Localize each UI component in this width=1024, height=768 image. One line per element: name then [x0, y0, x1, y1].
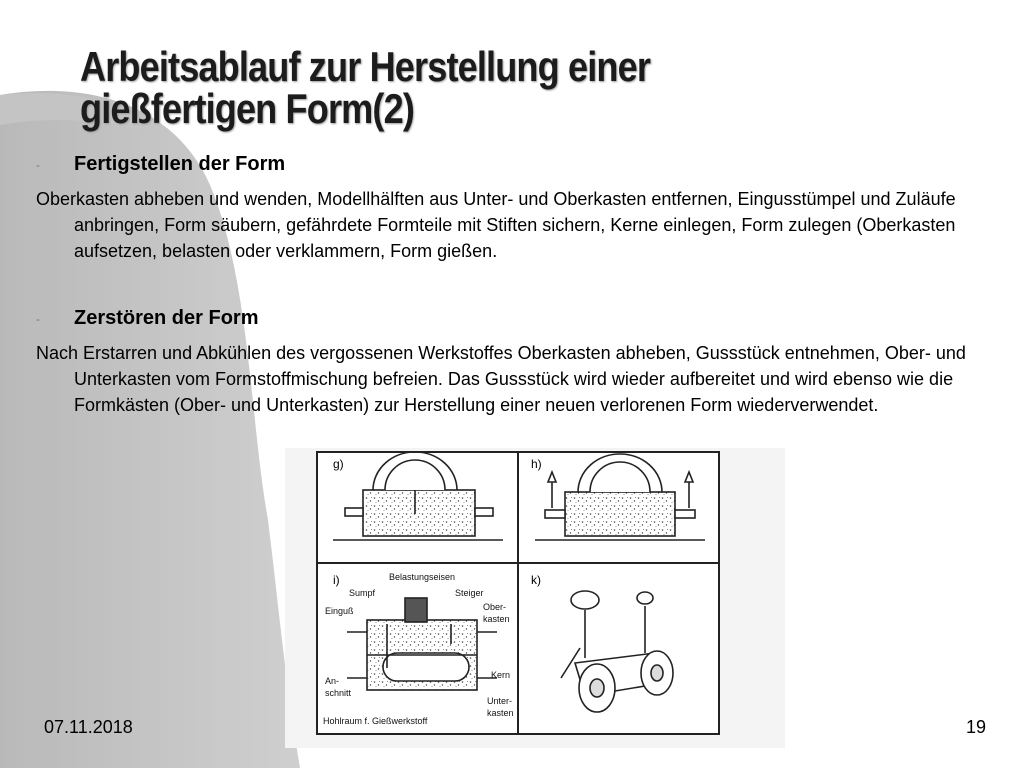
page-number: 19: [965, 717, 986, 737]
label-einguss: Einguß: [325, 606, 354, 616]
footer-date: 07.11.2018: [44, 717, 133, 737]
label-oberkasten: kasten: [483, 614, 510, 624]
panel-label-k: k): [531, 573, 541, 587]
bullet-dash: -: [36, 311, 40, 326]
molding-process-figure: [285, 448, 785, 748]
label-kern: Kern: [491, 670, 511, 680]
label-steiger: Steiger: [455, 588, 484, 598]
label-anschnitt: schnitt: [325, 688, 352, 698]
label-ober: Ober-: [483, 602, 507, 612]
label-unter: Unter-: [487, 696, 513, 706]
label-an: An-: [325, 676, 340, 686]
panel-label-h: h): [531, 457, 542, 471]
bullet-dash: -: [36, 157, 40, 172]
page-title: [80, 43, 820, 132]
label-unterkasten: kasten: [487, 708, 514, 718]
label-belastungseisen: Belastungseisen: [389, 572, 456, 582]
panel-label-i: i): [333, 573, 340, 587]
paragraph-zerstoeren: Nach Erstarren und Abkühlen des vergossenen Werkstoffes Oberkasten abheben, Gussstück entnehmen, Ober- und Unterkasten vom Formstoffmischung befreien. Das Gussstück wird wieder aufbereitet und wird ebenso wie die Formkästen (Ober- und Unterkasten) zur Herstellung einer neuen verlorenen Form wiederverwendet.: [36, 343, 966, 415]
panel-label-g: g): [333, 457, 344, 471]
heading-text: Zerstören der Form: [74, 307, 259, 329]
label-sumpf: Sumpf: [349, 588, 376, 598]
section-heading-zerstoeren: [36, 307, 258, 330]
label-hohlraum: Hohlraum f. Gießwerkstoff: [323, 716, 428, 726]
section-heading-fertigstellen: [36, 153, 285, 176]
title-line-1: Arbeitsablauf zur Herstellung einer: [80, 43, 651, 90]
title-line-2: gießfertigen Form(2): [80, 85, 414, 132]
heading-text: Fertigstellen der Form: [74, 153, 286, 175]
paragraph-fertigstellen: Oberkasten abheben und wenden, Modellhälften aus Unter- und Oberkasten entfernen, Eingusstümpel und Zuläufe anbringen, Form säubern, gefährdete Formteile mit Stiften sichern, Kerne einlegen, Form zulegen (Oberkasten aufsetzen, belasten oder verklammern, Form gießen.: [36, 189, 956, 261]
